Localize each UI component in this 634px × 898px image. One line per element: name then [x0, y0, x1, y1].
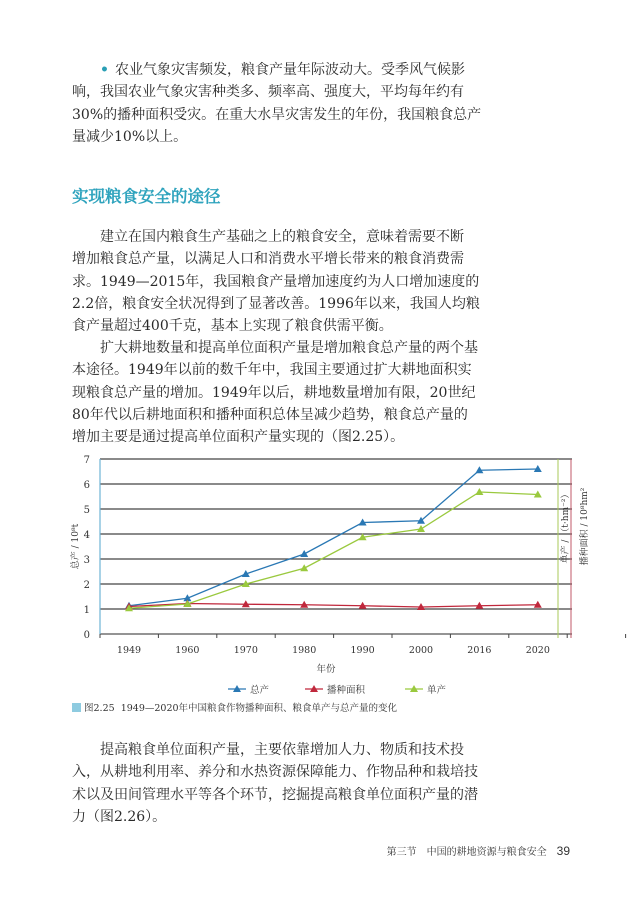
bullet-icon: •: [100, 62, 109, 78]
x-tick-label: 1960: [175, 645, 200, 656]
page-number: 39: [556, 844, 570, 858]
data-point: [300, 550, 308, 557]
text-line: 提高粮食单位面积产量，主要依靠增加人力、物质和技术投: [100, 742, 464, 758]
grain-production-chart: [0, 445, 634, 700]
section-heading: 实现粮食安全的途径: [72, 187, 221, 206]
text-line: 现粮食总产量的增加。1949年以后，耕地数量增加有限，20世纪: [72, 384, 476, 401]
paragraph-2: [72, 337, 478, 448]
x-tick-label: 1949: [116, 645, 142, 656]
legend-label: 单产: [427, 685, 447, 696]
text-line: 求。1949—2015年，我国粮食产量增加速度约为人口增加速度的: [72, 273, 480, 290]
text-line: [72, 59, 465, 81]
legend-label: 总产: [250, 685, 270, 696]
y-axis-title-area: 播种面积 / 10⁸hm²: [580, 487, 590, 566]
y-tick-label: 4: [83, 530, 90, 541]
text-line: 入，从耕地利用率、养分和水热资源保障能力、作物品种和栽培技: [72, 764, 478, 781]
x-tick-label: 1980: [292, 645, 317, 656]
x-tick-label: 2016: [467, 645, 492, 656]
y-tick-label: 5: [83, 505, 90, 516]
y-tick-label: 2: [83, 580, 90, 591]
text-line: 响，我国农业气象灾害种类多、频率高、强度大，平均每年约有: [72, 84, 464, 101]
text-line: 食产量超过400千克，基本上实现了粮食供需平衡。: [72, 318, 393, 335]
text-line: 力（图2.26）。: [72, 808, 167, 825]
y-axis-title-yield: 单产 / （t·hm⁻²）: [561, 489, 571, 564]
figure-caption: [72, 700, 397, 714]
text-line: 增加主要是通过提高单位面积产量实现的（图2.25）。: [72, 429, 405, 446]
caption-marker-icon: [72, 703, 81, 712]
text-line: 量减少10%以上。: [72, 128, 188, 145]
y-tick-label: 6: [83, 480, 90, 491]
footer-section-title: 第三节 中国的耕地资源与粮食安全: [386, 847, 547, 858]
text-line: 术以及田间管理水平等各个环节，挖掘提高粮食单位面积产量的潜: [72, 786, 478, 803]
x-tick-label: 1970: [233, 645, 258, 656]
bullet-paragraph: [72, 59, 482, 148]
figure-number: 图2.25: [84, 703, 115, 714]
data-point: [417, 525, 425, 532]
text-line: 增加粮食总产量，以满足人口和消费水平增长带来的粮食消费需: [72, 251, 464, 268]
series-line-0: [129, 469, 538, 606]
y-tick-label: 0: [83, 630, 90, 641]
text-line: 扩大耕地数量和提高单位面积产量是增加粮食总产量的两个基: [100, 340, 478, 356]
text-line: 80年代以后耕地面积和播种面积总体呈减少趋势，粮食总产量的: [72, 406, 468, 423]
legend-label: 播种面积: [327, 685, 366, 696]
x-tick-label: 2020: [525, 645, 550, 656]
text-line: 建立在国内粮食生产基础之上的粮食安全，意味着需要不断: [100, 229, 464, 245]
x-tick-label: 1990: [350, 645, 375, 656]
paragraph-1: [72, 226, 480, 337]
y-axis-title: 总产 / 10⁸t: [71, 523, 81, 570]
x-axis-title: 年份: [316, 664, 336, 675]
text-line: 30%的播种面积受灾。在重大水旱灾害发生的年份，我国粮食总产: [72, 106, 482, 123]
paragraph-3: [72, 739, 478, 828]
text-line: 本途径。1949年以前的数千年中，我国主要通过扩大耕地面积实: [72, 362, 472, 379]
data-point: [300, 564, 308, 571]
y-tick-label: 3: [83, 555, 90, 566]
caption-text: 1949—2020年中国粮食作物播种面积、粮食单产与总产量的变化: [120, 703, 398, 714]
text-line: 2.2倍，粮食安全状况得到了显著改善。1996年以来，我国人均粮: [72, 295, 480, 312]
x-tick-label: 2000: [408, 645, 434, 656]
page-footer: [387, 843, 570, 858]
y-tick-label: 1: [83, 605, 90, 616]
y-tick-label: 7: [83, 455, 90, 466]
text-span: 农业气象灾害频发，粮食产量年际波动大。受季风气候影: [114, 62, 465, 78]
